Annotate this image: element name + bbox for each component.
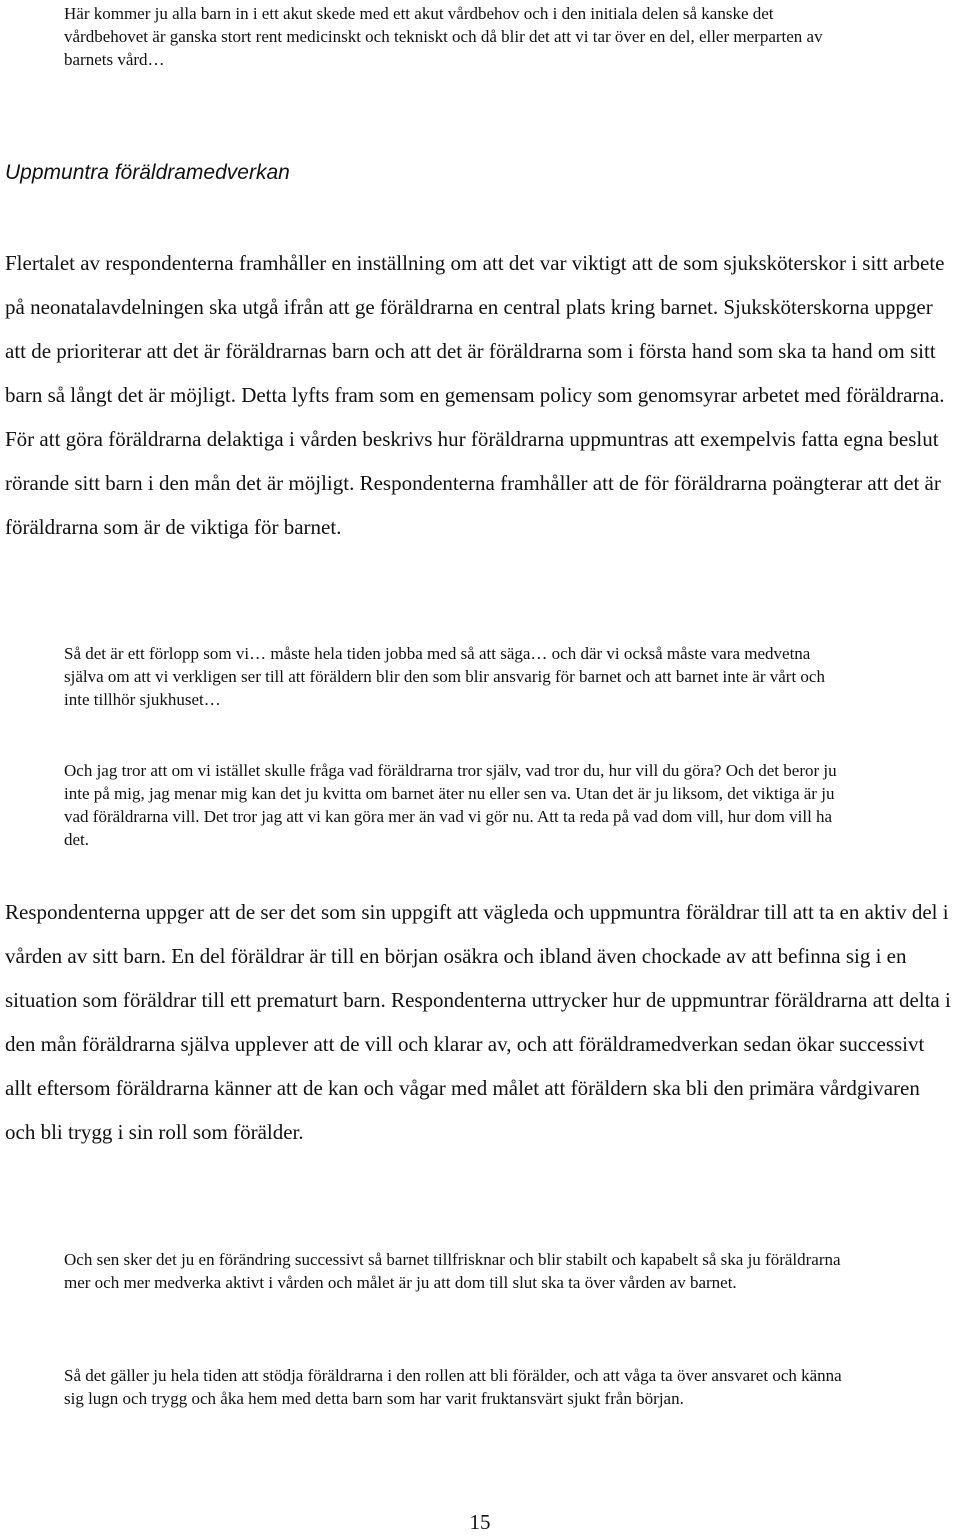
- interview-quote-top: Här kommer ju alla barn in i ett akut skede med ett akut vårdbehov och i den initiala delen så kanske det vårdbehovet är ganska stort rent medicinskt och tekniskt och då blir det att vi tar över en del, eller merparten av barnets vård…: [64, 4, 823, 69]
- section-heading: Uppmuntra föräldramedverkan: [5, 161, 290, 184]
- interview-quote-4: Så det gäller ju hela tiden att stödja föräldrarna i den rollen att bli förälder, och att våga ta över ansvaret och känna sig lugn och trygg och åka hem med detta barn som har varit fruktansvärt sjukt från början.: [64, 1366, 842, 1408]
- interview-quote-3: Och sen sker det ju en förändring successivt så barnet tillfrisknar och blir stabilt och kapabelt så ska ju föräldrarna mer och mer medverka aktivt i vården och målet är ju att dom till slut ska ta över vården av barnet.: [64, 1250, 841, 1292]
- interview-quote-2: Och jag tror att om vi istället skulle fråga vad föräldrarna tror själv, vad tror du, hur vill du göra? Och det beror ju inte på mig, jag menar mig kan det ju kvitta om barnet äter nu eller sen va. Utan det är ju liksom, det viktiga är ju vad föräldrarna vill. Det tror jag att vi kan göra mer än vad vi gör nu. Att ta reda på vad dom vill, hur dom vill ha det.: [64, 761, 837, 849]
- body-paragraph-1: Flertalet av respondenterna framhåller en inställning om att det var viktigt att de som sjuksköterskor i sitt arbete på neonatalavdelningen ska utgå ifrån att ge föräldrarna en central plats kring barnet. Sjuksköterskorna uppger att de prioriterar att det är föräldrarnas barn och att det är föräldrarna som i första hand som ska ta hand om sitt barn så långt det är möjligt. Detta lyfts fram som en gemensam policy som genomsyrar arbetet med föräldrarna. För att göra föräldrarna delaktiga i vården beskrivs hur föräldrarna uppmuntras att exempelvis fatta egna beslut rörande sitt barn i den mån det är möjligt. Respondenterna framhåller att de för föräldrarna poängterar att det är föräldrarna som är de viktiga för barnet.: [5, 251, 945, 539]
- body-paragraph-2: Respondenterna uppger att de ser det som sin uppgift att vägleda och uppmuntra föräldrar till att ta en aktiv del i vården av sitt barn. En del föräldrar är till en början osäkra och ibland även chockade av att befinna sig i en situation som föräldrar till ett prematurt barn. Respondenterna uttrycker hur de uppmuntrar föräldrarna att delta i den mån föräldrarna själva upplever att de vill och klarar av, och att föräldramedverkan sedan ökar successivt allt eftersom föräldrarna känner att de kan och vågar med målet att föräldern ska bli den primära vårdgivaren och bli trygg i sin roll som förälder.: [5, 900, 951, 1144]
- interview-quote-1: Så det är ett förlopp som vi… måste hela tiden jobba med så att säga… och där vi också måste vara medvetna själva om att vi verkligen ser till att föräldern blir den som blir ansvarig för barnet och att barnet inte är vårt och inte tillhör sjukhuset…: [64, 644, 825, 709]
- page-number: 15: [469, 1510, 491, 1534]
